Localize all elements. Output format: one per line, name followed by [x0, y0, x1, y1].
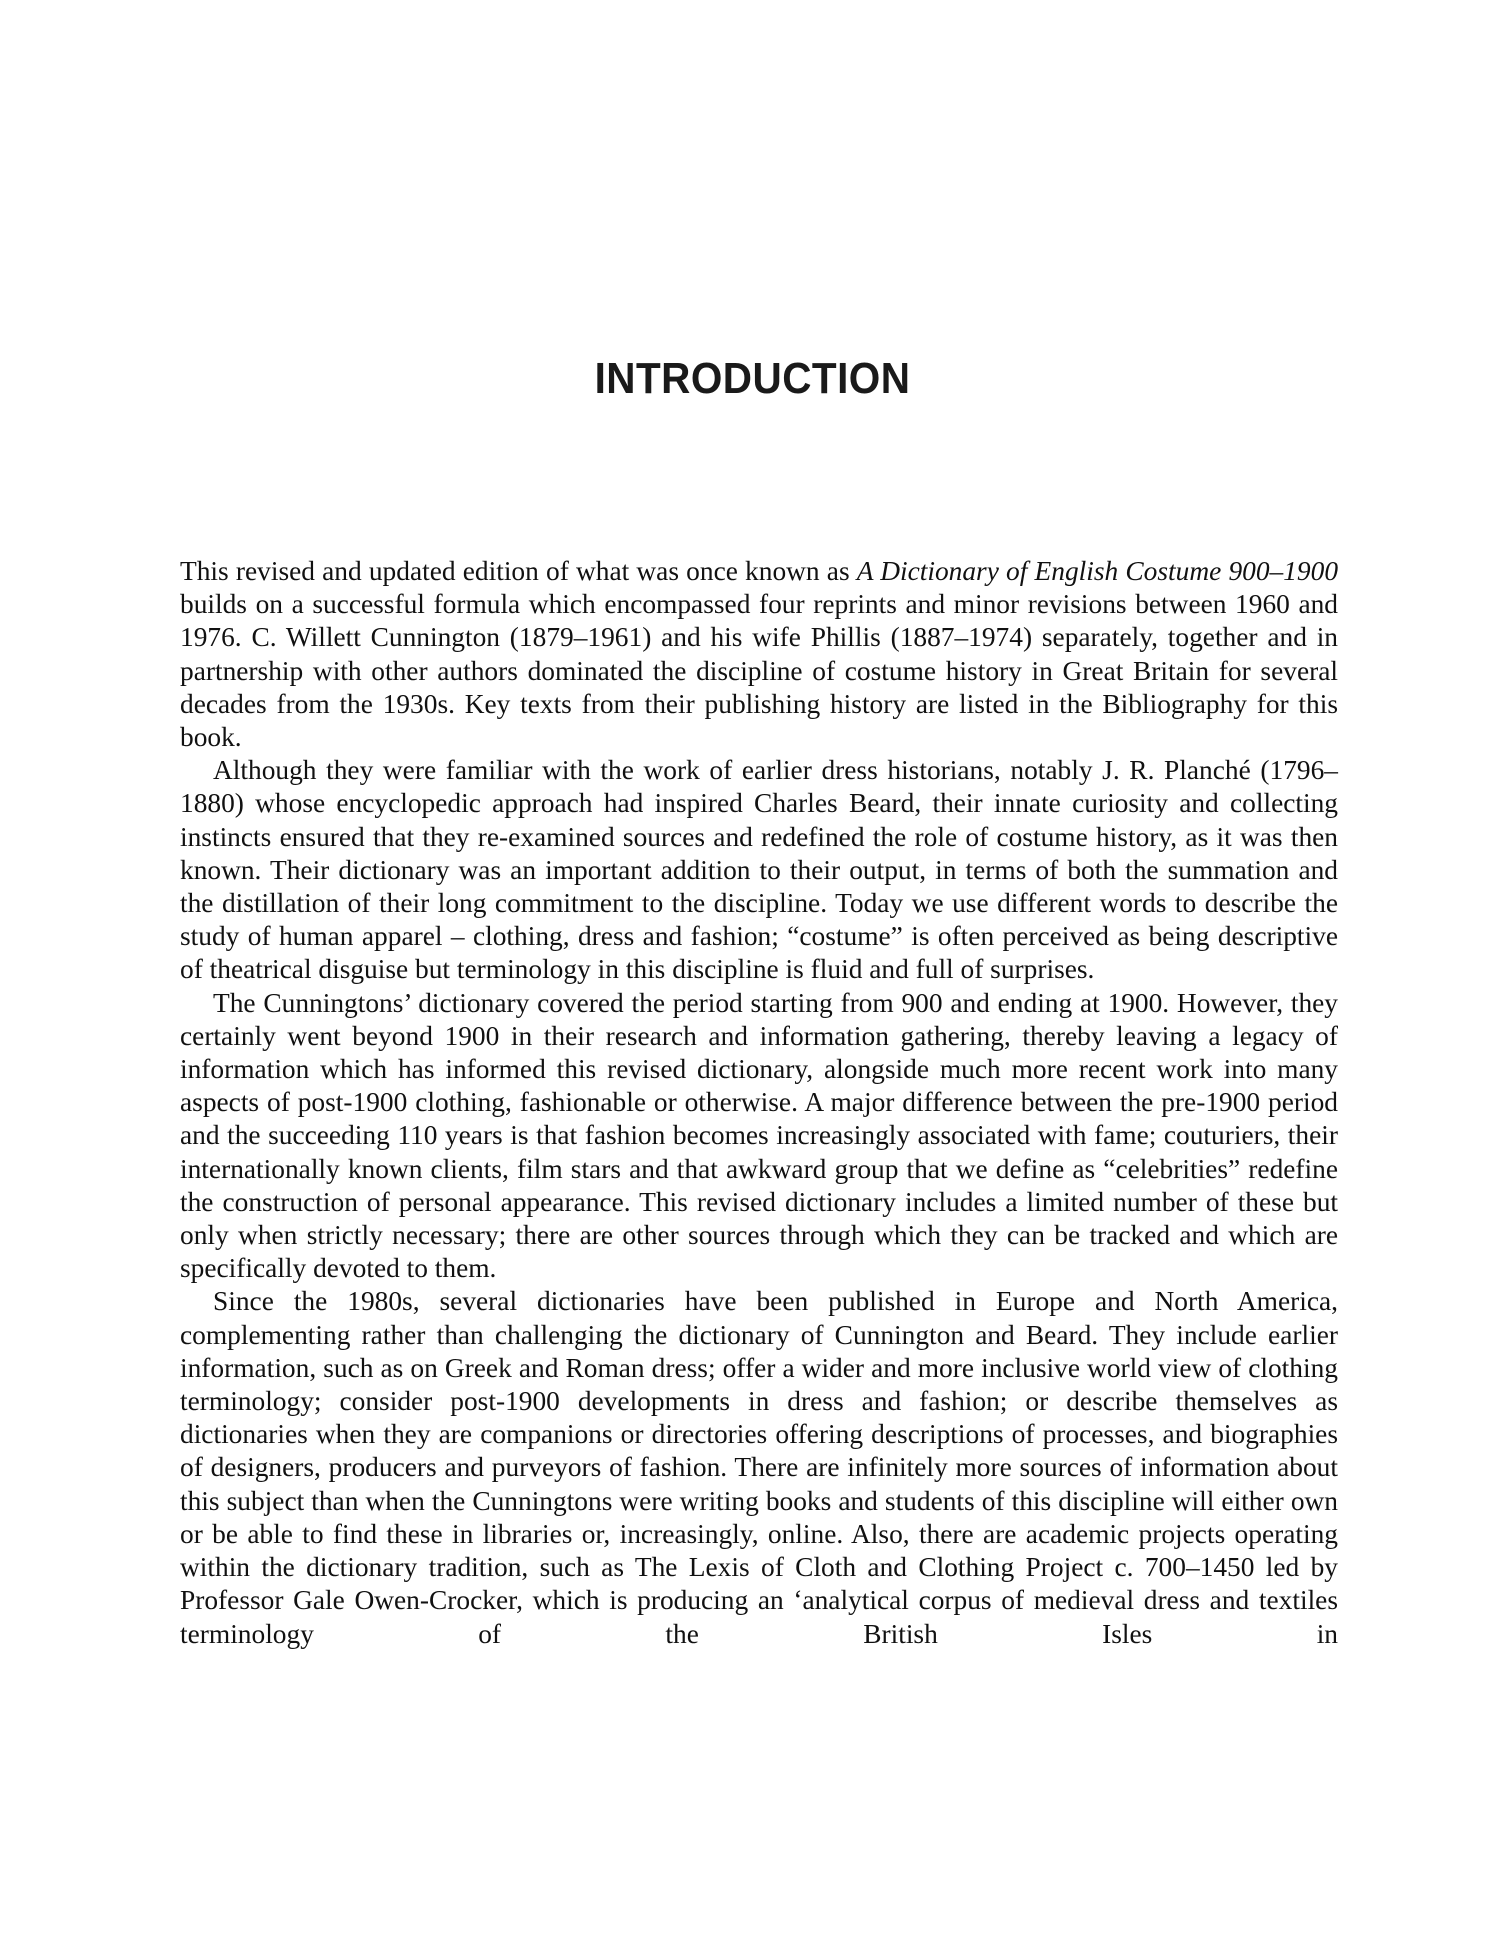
introduction-body: [180, 555, 1338, 1651]
paragraph-2: Although they were familiar with the work of earlier dress historians, notably J. R. Planché (1796–1880) whose encyclopedic approach had inspired Charles Beard, their innate curiosity and collecting instincts ensured that they re-examined sources and redefined the role of costume history, as it was then known. Their dictionary was an important addition to their output, in terms of both the summation and the distillation of their long commitment to the discipline. Today we use different words to describe the study of human apparel – clothing, dress and fashion; “costume” is often perceived as being descriptive of theatrical disguise but terminology in this discipline is fluid and full of surprises.: [180, 755, 1338, 985]
paragraph-4: Since the 1980s, several dictionaries have been published in Europe and North America, complementing rather than challenging the dictionary of Cunnington and Beard. They include earlier information, such as on Greek and Roman dress; offer a wider and more inclusive world view of clothing terminology; consider post-1900 developments in dress and fashion; or describe themselves as dictionaries when they are companions or directories offering descriptions of processes, and biographies of designers, producers and purveyors of fashion. There are infinitely more sources of information about this subject than when the Cunningtons were writing books and students of this discipline will either own or be able to find these in libraries or, increasingly, online. Also, there are academic projects operating within the dictionary tradition, such as The Lexis of Cloth and Clothing Project c. 700–1450 led by Professor Gale Owen-Crocker, which is producing an ‘analytical corpus of medieval dress and textiles terminology of the British Isles in: [180, 1286, 1338, 1649]
paragraph-3: The Cunningtons’ dictionary covered the period starting from 900 and ending at 1900. However, they certainly went beyond 1900 in their research and information gathering, thereby leaving a legacy of information which has informed this revised dictionary, alongside much more recent work into many aspects of post-1900 clothing, fashionable or otherwise. A major difference between the pre-1900 period and the succeeding 110 years is that fashion becomes increasingly associated with fame; couturiers, their internationally known clients, film stars and that awkward group that we define as “celebrities” redefine the construction of personal appearance. This revised dictionary includes a limited number of these but only when strictly necessary; there are other sources through which they can be tracked and which are specifically devoted to them.: [180, 987, 1338, 1284]
chapter-title: INTRODUCTION: [594, 354, 911, 403]
paragraph-1-rest: builds on a successful formula which encompassed four reprints and minor revisions between 1960 and 1976. C. Willett Cunnington (1879–1961) and his wife Phillis (1887–1974) separately, together and in partnership with other authors dominated the discipline of costume history in Great Britain for several decades from the 1930s. Key texts from their publishing history are listed in the Bibliography for this book.: [180, 589, 1338, 753]
paragraph-1: [180, 555, 1338, 754]
book-title-italic: A Dictionary of English Costume 900–1900: [856, 556, 1339, 586]
paragraph-1-lead: This revised and updated edition of what was once known as: [180, 556, 857, 586]
